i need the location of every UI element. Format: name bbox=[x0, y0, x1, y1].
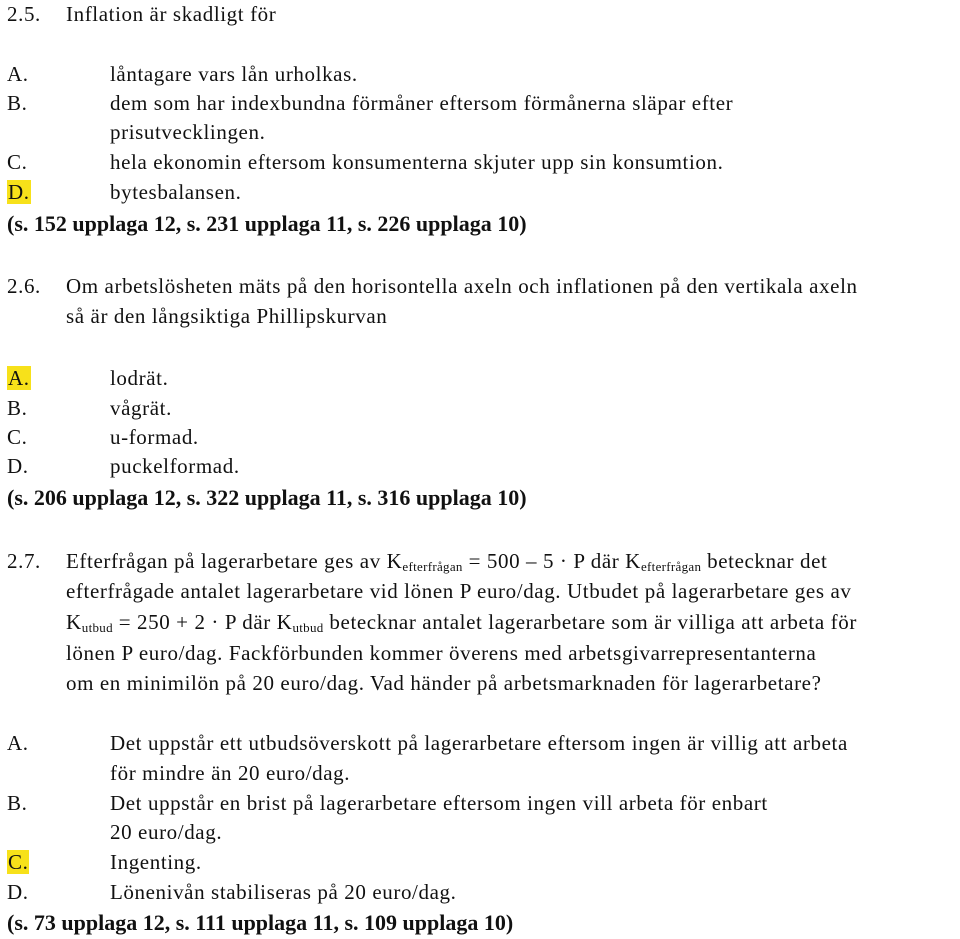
option-letter: C. bbox=[7, 425, 28, 449]
question-stem-cont: efterfrågade antalet lagerarbetare vid lönen P euro/dag. Utbudet på lagerarbetare ges av bbox=[66, 579, 852, 603]
option-letter: D. bbox=[7, 880, 29, 904]
option-letter-correct: D. bbox=[8, 180, 30, 204]
stem-part: betecknar antalet lagerarbetare som är villiga att arbeta för bbox=[323, 610, 857, 634]
q27-reference: (s. 73 upplaga 12, s. 111 upplaga 11, s. 109 upplaga 10) bbox=[7, 910, 514, 935]
option-letter-correct: A. bbox=[8, 366, 30, 390]
question-stem bbox=[66, 549, 827, 579]
option-letter: B. bbox=[7, 791, 28, 815]
subscript-utbud: utbud bbox=[81, 620, 113, 635]
question-stem: Om arbetslösheten mäts på den horisontella axeln och inflationen på den vertikala axeln bbox=[66, 274, 858, 298]
q26-reference: (s. 206 upplaga 12, s. 322 upplaga 11, s. 316 upplaga 10) bbox=[7, 485, 527, 510]
option-text: vågrät. bbox=[110, 396, 172, 420]
option-text: puckelformad. bbox=[110, 454, 240, 478]
option-letter: B. bbox=[7, 396, 28, 420]
option-text: Det uppstår ett utbudsöverskott på lagerarbetare eftersom ingen är villig att arbeta bbox=[110, 731, 848, 755]
question-stem: Inflation är skadligt för bbox=[66, 2, 277, 26]
question-number: 2.5. bbox=[7, 2, 41, 26]
option-text: Lönenivån stabiliseras på 20 euro/dag. bbox=[110, 880, 457, 904]
stem-part: K bbox=[66, 610, 82, 634]
question-stem-cont bbox=[66, 610, 857, 640]
q25-reference: (s. 152 upplaga 12, s. 231 upplaga 11, s. 226 upplaga 10) bbox=[7, 211, 527, 236]
option-letter-correct: C. bbox=[8, 850, 29, 874]
subscript-efterfragan: efterfrågan bbox=[402, 559, 463, 574]
option-letter: A. bbox=[7, 731, 29, 755]
option-text: låntagare vars lån urholkas. bbox=[110, 62, 358, 86]
subscript-utbud: utbud bbox=[292, 620, 324, 635]
option-text: Ingenting. bbox=[110, 850, 202, 874]
option-letter: B. bbox=[7, 91, 28, 115]
subscript-efterfragan: efterfrågan bbox=[640, 559, 702, 574]
option-text: hela ekonomin eftersom konsumenterna skjuter upp sin konsumtion. bbox=[110, 150, 724, 174]
question-stem-cont: lönen P euro/dag. Fackförbunden kommer överens med arbetsgivarrepresentanterna bbox=[66, 641, 817, 665]
option-text: bytesbalansen. bbox=[110, 180, 242, 204]
stem-part: = 250 + 2 · P där K bbox=[112, 610, 293, 634]
stem-part: Efterfrågan på lagerarbetare ges av K bbox=[66, 549, 403, 573]
option-text: lodrät. bbox=[110, 366, 169, 390]
option-text: u-formad. bbox=[110, 425, 199, 449]
question-number: 2.6. bbox=[7, 274, 41, 298]
question-number: 2.7. bbox=[7, 549, 41, 573]
option-text-cont: 20 euro/dag. bbox=[110, 820, 223, 844]
option-text-cont: prisutvecklingen. bbox=[110, 120, 266, 144]
option-letter: D. bbox=[7, 454, 29, 478]
option-text: Det uppstår en brist på lagerarbetare eftersom ingen vill arbeta för enbart bbox=[110, 791, 768, 815]
stem-part: = 500 – 5 · P där K bbox=[462, 549, 641, 573]
option-letter: C. bbox=[7, 150, 28, 174]
question-stem-cont: om en minimilön på 20 euro/dag. Vad händer på arbetsmarknaden för lagerarbetare? bbox=[66, 671, 822, 695]
stem-part: betecknar det bbox=[701, 549, 828, 573]
option-text: dem som har indexbundna förmåner eftersom förmånerna släpar efter bbox=[110, 91, 734, 115]
option-letter: A. bbox=[7, 62, 29, 86]
question-stem-cont: så är den långsiktiga Phillipskurvan bbox=[66, 304, 388, 328]
option-text-cont: för mindre än 20 euro/dag. bbox=[110, 761, 351, 785]
